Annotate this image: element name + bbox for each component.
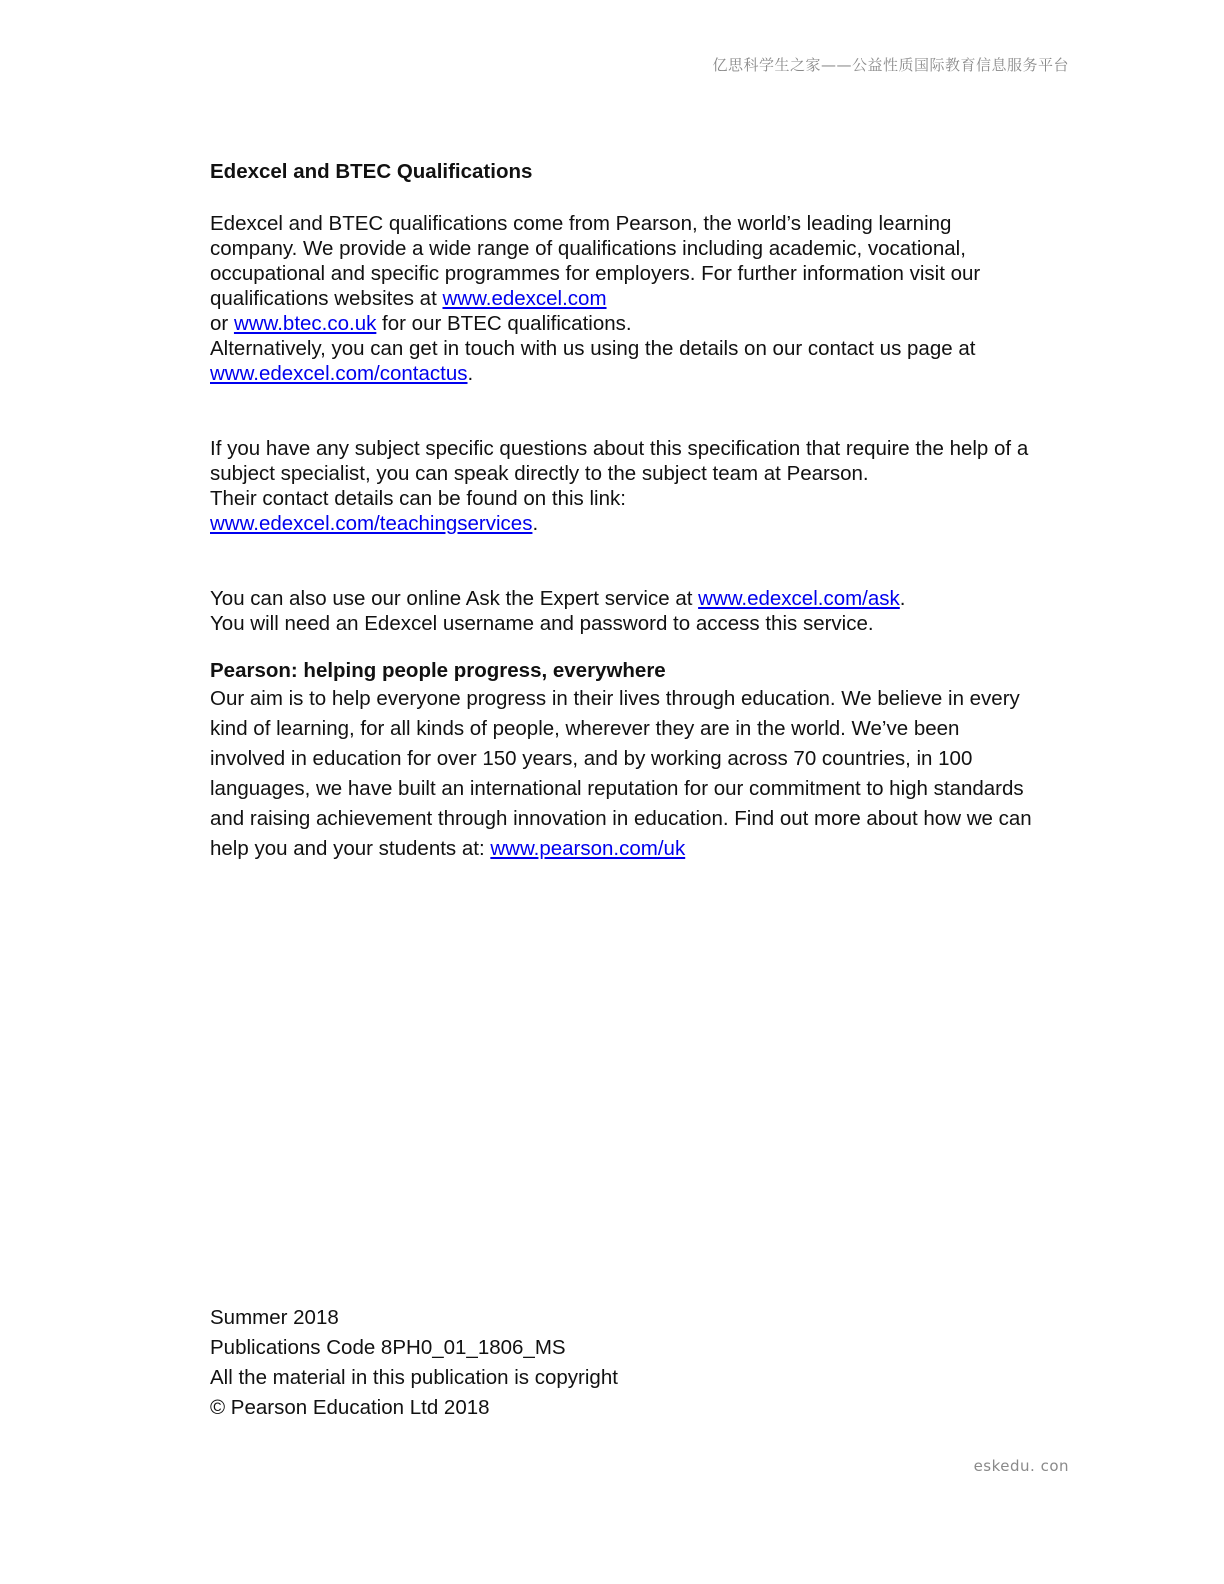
watermark-top: 亿思科学生之家——公益性质国际教育信息服务平台 <box>712 56 1069 74</box>
btec-link[interactable]: www.btec.co.uk <box>233 312 377 335</box>
footer-publication-code: Publications Code 8PH0_01_1806_MS <box>210 1336 566 1359</box>
pearson-heading: Pearson: helping people progress, everywhere <box>210 659 666 682</box>
ask-expert-text-c: You will need an Edexcel username and password to access this service. <box>210 612 874 635</box>
qualifications-heading: Edexcel and BTEC Qualifications <box>210 160 533 183</box>
teachingservices-link[interactable]: www.edexcel.com/teachingservices <box>210 512 533 535</box>
contactus-link[interactable]: www.edexcel.com/contactus <box>210 362 468 385</box>
contact-details-text: Their contact details can be found on this link: <box>210 487 626 510</box>
footer-copyright-note: All the material in this publication is copyright <box>210 1366 618 1389</box>
qualifications-paragraph <box>210 211 1040 386</box>
pearson-body-text: Our aim is to help everyone progress in their lives through education. We believe in every kind of learning, for all kinds of people, wherever they are in the world. We’ve been involved in education for over 150 years, and by working across 70 countries, in 100 languages, we have built an international reputation for our commitment to high standards and raising achievement through innovation in education. Find out more about how we can help you and your students at: <box>210 687 1032 860</box>
edexcel-link[interactable]: www.edexcel.com <box>442 287 607 310</box>
pearson-link[interactable]: www.pearson.com/uk <box>490 837 686 860</box>
qualifications-text-d: Alternatively, you can get in touch with us using the details on our contact us page at <box>210 337 976 360</box>
qualifications-text-b: or <box>210 312 234 335</box>
footer-season: Summer 2018 <box>210 1306 339 1329</box>
subject-specialist-text: If you have any subject specific questions about this specification that require the help of a subject specialist, you can speak directly to the subject team at Pearson. <box>210 437 1029 485</box>
footer-copyright-holder: © Pearson Education Ltd 2018 <box>210 1396 490 1419</box>
main-content <box>210 158 1040 864</box>
spacer <box>210 536 1040 586</box>
qualifications-text-a: Edexcel and BTEC qualifications come from Pearson, the world’s leading learning company. We provide a wide range of qualifications including academic, vocational, occupational and specific programmes for employers. For further information visit our qualifications websites at <box>210 212 981 310</box>
teaching-end: . <box>532 512 539 535</box>
subject-specialist-paragraph <box>210 436 1040 536</box>
qualifications-end: . <box>467 362 474 385</box>
ask-expert-text-a: You can also use our online Ask the Expert service at <box>210 587 699 610</box>
qualifications-text-c: for our BTEC qualifications. <box>376 312 632 335</box>
ask-expert-text-b: . <box>899 587 906 610</box>
publication-footer <box>210 1303 618 1423</box>
ask-expert-paragraph <box>210 586 1040 636</box>
spacer <box>210 386 1040 436</box>
pearson-paragraph <box>210 684 1040 864</box>
ask-link[interactable]: www.edexcel.com/ask <box>698 587 900 610</box>
watermark-bottom: eskedu. con <box>973 1457 1069 1475</box>
